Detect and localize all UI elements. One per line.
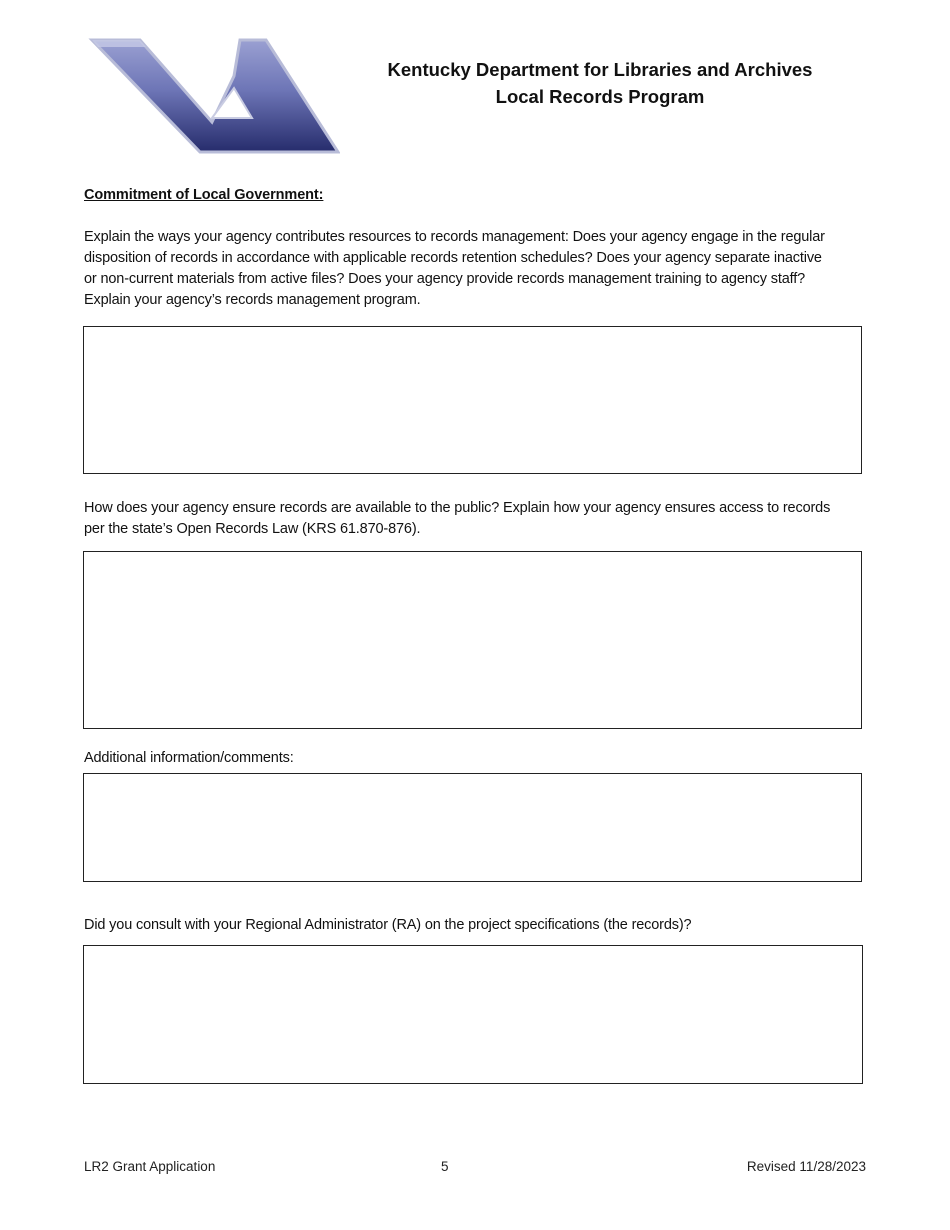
question-3-answer-field[interactable] bbox=[83, 773, 862, 882]
question-1-answer-field[interactable] bbox=[83, 326, 862, 474]
question-1-line: Explain the ways your agency contributes resources to records management: Does your agency engage in the regular bbox=[84, 229, 825, 245]
footer-revision-date: Revised 11/28/2023 bbox=[746, 1159, 866, 1174]
question-3-line: Additional information/comments: bbox=[84, 750, 294, 766]
question-1-line: disposition of records in accordance with applicable records retention schedules? Does your agency separate inactive bbox=[84, 250, 822, 266]
question-2-answer-field[interactable] bbox=[83, 551, 862, 729]
kdla-logo-icon bbox=[88, 36, 340, 154]
footer-form-id: LR2 Grant Application bbox=[84, 1159, 216, 1174]
footer-page-number: 5 bbox=[441, 1159, 449, 1174]
header-agency-name: Kentucky Department for Libraries and Archives bbox=[387, 59, 813, 80]
question-2-prompt bbox=[84, 498, 874, 540]
question-3-prompt bbox=[84, 748, 874, 769]
section-heading: Commitment of Local Government: bbox=[84, 187, 324, 203]
question-4-answer-field[interactable] bbox=[83, 945, 863, 1084]
question-4-line: Did you consult with your Regional Administrator (RA) on the project specifications (the records)? bbox=[84, 917, 692, 933]
question-4-prompt bbox=[84, 915, 874, 936]
question-2-line: How does your agency ensure records are available to the public? Explain how your agency ensures access to records bbox=[84, 500, 831, 516]
question-2-line: per the state’s Open Records Law (KRS 61.870-876). bbox=[84, 521, 421, 537]
question-1-line: Explain your agency’s records management program. bbox=[84, 292, 421, 308]
header-program-name: Local Records Program bbox=[495, 86, 705, 107]
question-1-line: or non-current materials from active files? Does your agency provide records management training to agency staff? bbox=[84, 271, 806, 287]
document-header bbox=[360, 56, 840, 110]
question-1-prompt bbox=[84, 227, 874, 311]
